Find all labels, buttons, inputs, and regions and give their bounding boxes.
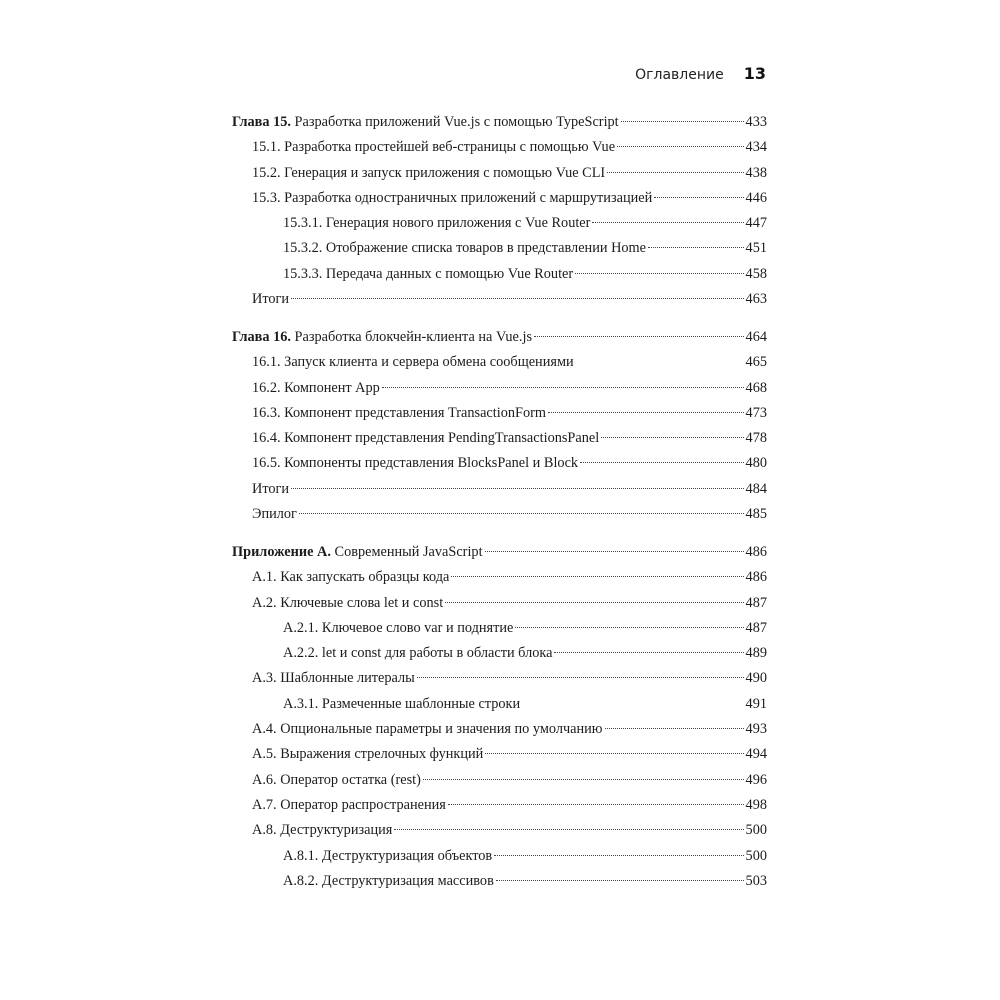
toc-title-text: 16.1. Запуск клиента и сервера обмена сообщениями xyxy=(252,354,574,371)
toc-entry[interactable] xyxy=(232,353,767,378)
toc-entry[interactable] xyxy=(232,821,767,846)
dot-leader xyxy=(648,247,744,248)
toc-page-number: 458 xyxy=(745,265,767,282)
toc-page-number: 484 xyxy=(745,480,767,497)
toc-entry-title xyxy=(252,480,289,499)
toc-entry[interactable] xyxy=(232,290,767,315)
toc-title-text: А.7. Оператор распространения xyxy=(252,796,446,813)
toc-page-number: 463 xyxy=(745,291,767,308)
dot-leader xyxy=(485,753,743,754)
toc-page-number: 498 xyxy=(745,796,767,813)
toc-entry[interactable] xyxy=(232,872,767,897)
toc-title-text: А.2.1. Ключевое слово var и поднятие xyxy=(283,619,514,636)
toc-entry[interactable] xyxy=(232,239,767,264)
toc-entry[interactable] xyxy=(232,265,767,290)
toc-entry[interactable] xyxy=(232,454,767,479)
table-of-contents xyxy=(232,113,767,897)
toc-entry-title xyxy=(232,543,483,562)
toc-title-text: А.2. Ключевые слова let и const xyxy=(252,594,444,611)
dot-leader xyxy=(617,146,744,147)
dot-leader xyxy=(554,652,743,653)
toc-page-number: 468 xyxy=(745,379,767,396)
toc-title-text: 15.3.1. Генерация нового приложения с Vue Router xyxy=(283,215,591,232)
toc-entry-title xyxy=(252,429,599,448)
toc-page-number: 493 xyxy=(745,721,767,738)
toc-chapter-prefix: Приложение А. xyxy=(232,543,331,560)
dot-leader xyxy=(621,121,744,122)
toc-entry-title xyxy=(283,695,520,714)
toc-entry-title xyxy=(252,669,415,688)
toc-page-number: 494 xyxy=(745,746,767,763)
dot-leader xyxy=(580,462,743,463)
dot-leader xyxy=(575,273,743,274)
toc-page-number: 485 xyxy=(745,506,767,523)
toc-entry-title xyxy=(252,189,652,208)
toc-entry-title xyxy=(283,847,492,866)
dot-leader xyxy=(576,361,744,362)
toc-entry-title xyxy=(252,720,603,739)
dot-leader xyxy=(291,488,743,489)
toc-title-text: 16.2. Компонент App xyxy=(252,379,380,396)
toc-title-text: А.4. Опциональные параметры и значения по умолчанию xyxy=(252,721,603,738)
dot-leader xyxy=(445,602,743,603)
toc-title-text: А.6. Оператор остатка (rest) xyxy=(252,771,421,788)
toc-entry[interactable] xyxy=(232,745,767,770)
toc-entry-title xyxy=(283,644,552,663)
toc-entry[interactable] xyxy=(232,189,767,214)
toc-chapter-prefix: Глава 15. xyxy=(232,114,291,130)
toc-title-text: 16.3. Компонент представления TransactionForm xyxy=(252,404,546,421)
toc-entry-title xyxy=(283,872,494,891)
toc-title-text: Разработка приложений Vue.js с помощью TypeScript xyxy=(294,114,619,130)
dot-leader xyxy=(654,197,743,198)
dot-leader xyxy=(494,855,743,856)
dot-leader xyxy=(382,387,744,388)
dot-leader xyxy=(299,513,744,514)
toc-entry-title xyxy=(252,771,421,790)
toc-entry[interactable] xyxy=(232,695,767,720)
dot-leader xyxy=(515,627,743,628)
toc-chapter-entry[interactable] xyxy=(232,328,767,353)
toc-page-number: 503 xyxy=(745,872,767,889)
toc-entry[interactable] xyxy=(232,594,767,619)
dot-leader xyxy=(607,172,743,173)
toc-entry[interactable] xyxy=(232,404,767,429)
dot-leader xyxy=(448,804,744,805)
toc-entry[interactable] xyxy=(232,644,767,669)
dot-leader xyxy=(548,412,744,413)
dot-leader xyxy=(534,336,744,337)
dot-leader xyxy=(522,703,743,704)
toc-entry-title xyxy=(283,239,646,258)
toc-chapter-entry[interactable] xyxy=(232,113,767,138)
toc-entry[interactable] xyxy=(232,505,767,530)
toc-page-number: 464 xyxy=(745,328,767,345)
running-head xyxy=(0,64,766,83)
toc-page-number: 486 xyxy=(745,569,767,586)
toc-entry[interactable] xyxy=(232,669,767,694)
toc-entry-title xyxy=(252,379,380,398)
toc-page-number: 438 xyxy=(745,164,767,181)
toc-title-text: А.8.1. Деструктуризация объектов xyxy=(283,847,493,864)
toc-entry-title xyxy=(252,138,615,157)
toc-entry-title xyxy=(283,214,590,233)
toc-entry[interactable] xyxy=(232,619,767,644)
toc-title-text: А.8.2. Деструктуризация массивов xyxy=(283,872,494,889)
toc-entry[interactable] xyxy=(232,138,767,163)
toc-chapter-entry[interactable] xyxy=(232,543,767,568)
dot-leader xyxy=(485,551,744,552)
toc-entry-title xyxy=(252,353,574,372)
dot-leader xyxy=(496,880,744,881)
toc-entry[interactable] xyxy=(232,164,767,189)
dot-leader xyxy=(451,576,743,577)
toc-title-text: А.8. Деструктуризация xyxy=(252,822,393,839)
toc-page-number: 434 xyxy=(745,139,767,156)
toc-page-number: 500 xyxy=(745,847,767,864)
toc-entry-title xyxy=(252,290,289,309)
toc-title-text: 15.3.3. Передача данных с помощью Vue Router xyxy=(283,265,574,282)
toc-entry[interactable] xyxy=(232,379,767,404)
toc-title-text: 16.5. Компоненты представления BlocksPanel и Block xyxy=(252,455,579,472)
toc-page-number: 433 xyxy=(745,114,767,130)
toc-page-number: 487 xyxy=(745,594,767,611)
toc-title-text: Эпилог xyxy=(252,506,297,523)
toc-title-text: А.3. Шаблонные литералы xyxy=(252,670,415,687)
toc-entry[interactable] xyxy=(232,796,767,821)
toc-title-text: Разработка блокчейн-клиента на Vue.js xyxy=(294,328,533,345)
toc-title-text: Итоги xyxy=(252,480,290,497)
toc-page-number: 487 xyxy=(745,619,767,636)
toc-page-number: 486 xyxy=(745,543,767,560)
dot-leader xyxy=(423,779,744,780)
toc-page-number: 489 xyxy=(745,645,767,662)
running-head-title: Оглавление xyxy=(635,67,724,83)
dot-leader xyxy=(291,298,743,299)
toc-title-text: Современный JavaScript xyxy=(334,543,483,560)
toc-entry-title xyxy=(283,265,573,284)
toc-title-text: Итоги xyxy=(252,291,290,308)
toc-entry-title xyxy=(252,164,605,183)
toc-entry-title xyxy=(283,619,513,638)
toc-entry-title xyxy=(252,505,297,524)
toc-chapter-prefix: Глава 16. xyxy=(232,328,291,345)
toc-entry-title xyxy=(252,821,392,840)
toc-entry-title xyxy=(252,594,443,613)
toc-title-text: 15.1. Разработка простейшей веб-страницы с помощью Vue xyxy=(252,139,616,156)
dot-leader xyxy=(605,728,744,729)
toc-page-number: 490 xyxy=(745,670,767,687)
toc-title-text: А.5. Выражения стрелочных функций xyxy=(252,746,484,763)
toc-page-number: 447 xyxy=(745,215,767,232)
toc-entry[interactable] xyxy=(232,847,767,872)
toc-page-number: 451 xyxy=(745,240,767,257)
toc-page-number: 496 xyxy=(745,771,767,788)
toc-page-number: 500 xyxy=(745,822,767,839)
toc-page-number: 480 xyxy=(745,455,767,472)
toc-entry[interactable] xyxy=(232,771,767,796)
toc-entry[interactable] xyxy=(232,720,767,745)
toc-entry[interactable] xyxy=(232,429,767,454)
toc-page-number: 491 xyxy=(745,695,767,712)
dot-leader xyxy=(592,222,743,223)
toc-entry-title xyxy=(232,328,532,347)
toc-title-text: А.2.2. let и const для работы в области блока xyxy=(283,645,553,662)
toc-title-text: 15.3. Разработка одностраничных приложений с маршрутизацией xyxy=(252,189,653,206)
toc-entry[interactable] xyxy=(232,214,767,239)
toc-entry-title xyxy=(252,454,578,473)
toc-page-number: 478 xyxy=(745,430,767,447)
toc-page-number: 473 xyxy=(745,404,767,421)
toc-title-text: 15.2. Генерация и запуск приложения с помощью Vue CLI xyxy=(252,164,606,181)
toc-title-text: 16.4. Компонент представления PendingTransactionsPanel xyxy=(252,430,600,447)
page-number: 13 xyxy=(743,64,766,83)
toc-title-text: А.1. Как запускать образцы кода xyxy=(252,569,450,586)
dot-leader xyxy=(601,437,743,438)
toc-entry[interactable] xyxy=(232,480,767,505)
toc-entry-title xyxy=(252,745,483,764)
toc-entry-title xyxy=(232,113,619,132)
toc-page-number: 446 xyxy=(745,189,767,206)
toc-entry-title xyxy=(252,796,446,815)
toc-entry[interactable] xyxy=(232,568,767,593)
toc-entry-title xyxy=(252,568,449,587)
toc-page-number: 465 xyxy=(745,354,767,371)
toc-entry-title xyxy=(252,404,546,423)
toc-title-text: 15.3.2. Отображение списка товаров в представлении Home xyxy=(283,240,647,257)
dot-leader xyxy=(394,829,743,830)
dot-leader xyxy=(417,677,744,678)
toc-title-text: А.3.1. Размеченные шаблонные строки xyxy=(283,695,521,712)
